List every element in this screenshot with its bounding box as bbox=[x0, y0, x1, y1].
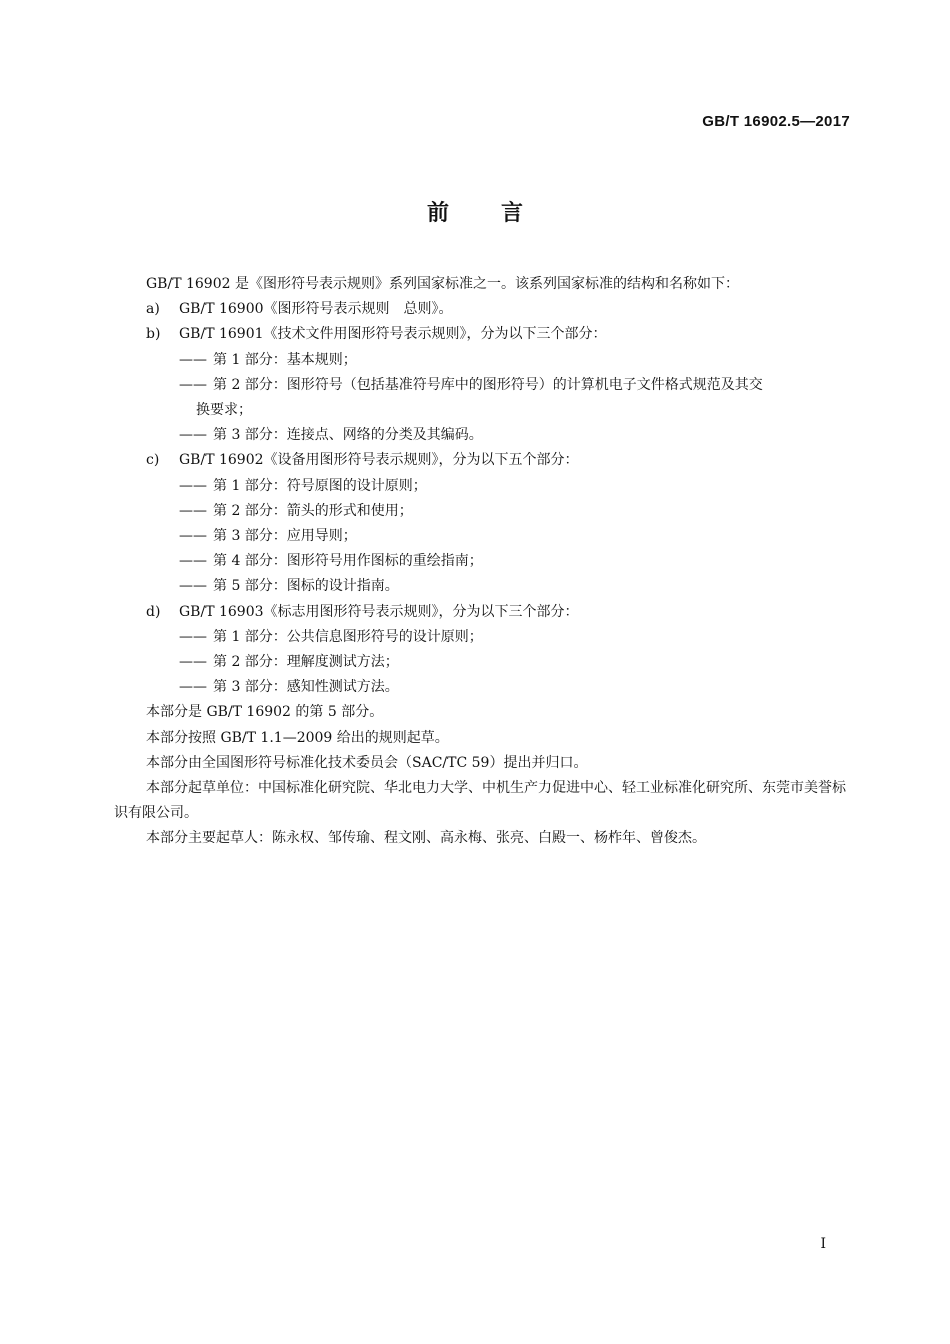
dash-marker: —— bbox=[179, 528, 207, 545]
sub-item bbox=[114, 373, 854, 423]
series-list bbox=[114, 297, 854, 700]
sub-item-text: 第 3 部分：连接点、网络的分类及其编码。 bbox=[213, 427, 483, 444]
list-item bbox=[114, 297, 854, 322]
list-item-text: GB/T 16900《图形符号表示规则 总则》。 bbox=[179, 301, 453, 318]
list-item bbox=[114, 448, 854, 473]
sub-item bbox=[114, 524, 854, 549]
closing-paragraph: 本部分是 GB/T 16902 的第 5 部分。 bbox=[146, 704, 384, 721]
sub-item bbox=[114, 650, 854, 675]
list-marker: c) bbox=[146, 452, 160, 469]
page-number: I bbox=[820, 1236, 826, 1252]
dash-marker: —— bbox=[179, 578, 207, 595]
list-marker: b) bbox=[146, 326, 161, 343]
page-title bbox=[0, 196, 950, 227]
page-title-char-2: 言 bbox=[501, 201, 524, 226]
sub-item bbox=[114, 474, 854, 499]
sub-item bbox=[114, 499, 854, 524]
closing-paragraph: 本部分起草单位：中国标准化研究院、华北电力大学、中机生产力促进中心、轻工业标准化研究所、东莞市美誉标识有限公司。 bbox=[114, 780, 846, 822]
closing-paragraph: 本部分主要起草人：陈永权、邹传瑜、程文刚、高永梅、张亮、白殿一、杨柞年、曾俊杰。 bbox=[146, 830, 706, 847]
dash-marker: —— bbox=[179, 477, 207, 494]
sub-item-text: 第 3 部分：应用导则； bbox=[213, 528, 357, 545]
list-marker: d) bbox=[146, 603, 161, 620]
dash-marker: —— bbox=[179, 427, 207, 444]
sub-item-text: 第 2 部分：理解度测试方法； bbox=[213, 654, 399, 671]
dash-marker: —— bbox=[179, 502, 207, 519]
sub-item-text: 第 1 部分：符号原图的设计原则； bbox=[213, 477, 427, 494]
sub-item-text: 第 2 部分：图形符号（包括基准符号库中的图形符号）的计算机电子文件格式规范及其交 bbox=[213, 376, 763, 393]
sub-item bbox=[114, 625, 854, 650]
sub-item bbox=[114, 675, 854, 700]
sub-item bbox=[114, 549, 854, 574]
sub-item bbox=[114, 348, 854, 373]
dash-marker: —— bbox=[179, 376, 207, 393]
dash-marker: —— bbox=[179, 679, 207, 696]
closing-paragraph: 本部分由全国图形符号标准化技术委员会（SAC/TC 59）提出并归口。 bbox=[146, 754, 588, 771]
sub-item-text: 第 5 部分：图标的设计指南。 bbox=[213, 578, 399, 595]
list-marker: a) bbox=[146, 301, 160, 318]
closing-paragraph: 本部分按照 GB/T 1.1—2009 给出的规则起草。 bbox=[146, 729, 449, 746]
closing-paragraphs bbox=[114, 700, 854, 851]
sub-item bbox=[114, 574, 854, 599]
sub-item-text: 第 1 部分：公共信息图形符号的设计原则； bbox=[213, 628, 483, 645]
sub-item-text: 第 1 部分：基本规则； bbox=[213, 351, 357, 368]
list-item-text: GB/T 16901《技术文件用图形符号表示规则》，分为以下三个部分： bbox=[179, 326, 607, 343]
standard-code-header: GB/T 16902.5—2017 bbox=[702, 113, 850, 130]
dash-marker: —— bbox=[179, 553, 207, 570]
page-title-char-1: 前 bbox=[426, 201, 449, 226]
dash-marker: —— bbox=[179, 654, 207, 671]
list-item-text: GB/T 16902《设备用图形符号表示规则》，分为以下五个部分： bbox=[179, 452, 579, 469]
list-item-text: GB/T 16903《标志用图形符号表示规则》，分为以下三个部分： bbox=[179, 603, 579, 620]
sub-item-text: 第 3 部分：感知性测试方法。 bbox=[213, 679, 399, 696]
sub-item-continuation: 换要求； bbox=[196, 402, 252, 419]
sub-item-text: 第 4 部分：图形符号用作图标的重绘指南； bbox=[213, 553, 483, 570]
list-item bbox=[114, 600, 854, 625]
dash-marker: —— bbox=[179, 351, 207, 368]
sub-item-text: 第 2 部分：箭头的形式和使用； bbox=[213, 502, 413, 519]
list-item bbox=[114, 322, 854, 347]
dash-marker: —— bbox=[179, 628, 207, 645]
intro-paragraph: GB/T 16902 是《图形符号表示规则》系列国家标准之一。该系列国家标准的结构和名称如下： bbox=[146, 276, 739, 292]
sub-item bbox=[114, 423, 854, 448]
foreword-body bbox=[114, 272, 854, 852]
